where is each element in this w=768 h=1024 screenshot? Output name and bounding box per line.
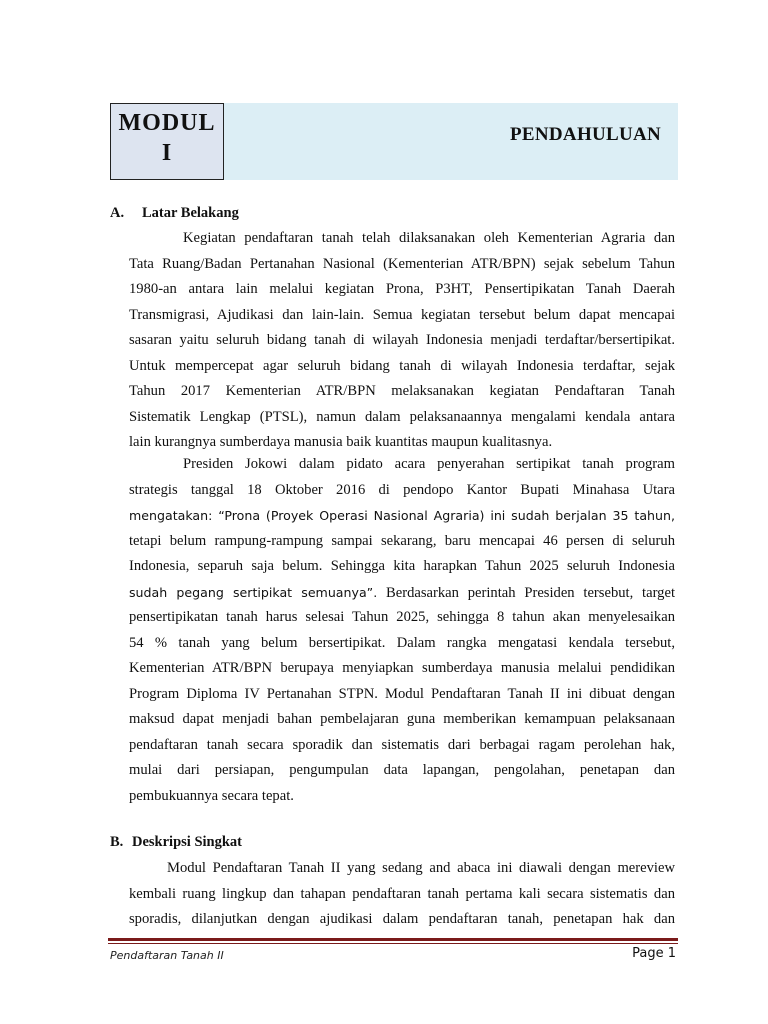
chapter-title: PENDAHULUAN (510, 124, 662, 145)
module-label: MODUL (118, 110, 216, 136)
text-line: 1980-an antara lain melalui kegiatan Prona, P3HT, Pensertipikatan Tanah Daerah (129, 281, 675, 297)
text-line: pendaftaran tanah secara sporadik dan sistematis dari berbagai ragam perolehan hak, (129, 736, 675, 753)
text-fragment: Berdasarkan perintah Presiden tersebut, target (377, 584, 675, 601)
text-line: Indonesia, separuh saja belum. Sehingga kita harapkan Tahun 2025 seluruh Indonesia (129, 558, 675, 574)
footer-document-title: Pendaftaran Tanah II (110, 949, 224, 962)
text-line (129, 580, 675, 606)
quote-line: mengatakan: “Prona (Proyek Operasi Nasional Agraria) ini sudah berjalan 35 tahun, (129, 508, 675, 523)
section-a-label: A. (110, 205, 125, 221)
footer-divider-thin (108, 943, 678, 944)
section-b-label: B. (110, 834, 124, 850)
text-line: Tahun 2017 Kementerian ATR/BPN melaksanakan kegiatan Pendaftaran Tanah (129, 383, 675, 399)
text-line: kembali ruang lingkup dan tahapan pendaftaran tanah pertama kali secara sistematis dan (129, 885, 675, 902)
text-line: mulai dari persiapan, pengumpulan data lapangan, pengolahan, penetapan dan (129, 762, 675, 778)
section-a-paragraph-2 (129, 452, 675, 809)
section-a-heading: Latar Belakang (142, 205, 239, 221)
text-line: lain kurangnya sumberdaya manusia baik kuantitas maupun kualitasnya. (129, 434, 553, 450)
text-line: sporadis, dilanjutkan dengan ajudikasi dalam pendaftaran tanah, penetapan hak dan (129, 911, 675, 927)
text-line: maksud dapat menjadi bahan pembelajaran guna memberikan kemampuan pelaksanaan (129, 711, 675, 727)
text-line: 54 % tanah yang belum bersertipikat. Dalam rangka mengatasi kendala tersebut, (129, 634, 675, 651)
text-line: Kementerian ATR/BPN berupaya menyiapkan sumberdaya manusia melalui pendidikan (129, 660, 675, 676)
module-number-box (110, 103, 224, 180)
section-b-paragraph-1 (129, 856, 675, 933)
text-line: Transmigrasi, Ajudikasi dan lain-lain. Semua kegiatan tersebut belum dapat mencapai (129, 306, 675, 323)
text-line: strategis tanggal 18 Oktober 2016 di pendopo Kantor Bupati Minahasa Utara (129, 481, 675, 498)
section-a-paragraph-1 (129, 226, 675, 456)
module-number: I (161, 140, 173, 166)
quote-end: sudah pegang sertipikat semuanya”. (129, 584, 378, 600)
page-number: Page 1 (632, 946, 676, 961)
text-line: Program Diploma IV Pertanahan STPN. Modul Pendaftaran Tanah II ini dibuat dengan (129, 685, 675, 702)
text-line: Untuk mempercepat agar seluruh bidang tanah di wilayah Indonesia terdaftar, sejak (129, 357, 675, 374)
section-b-heading: Deskripsi Singkat (132, 834, 242, 850)
text-line: Kegiatan pendaftaran tanah telah dilaksanakan oleh Kementerian Agraria dan (183, 230, 675, 246)
text-line: tetapi belum rampung-rampung sampai sekarang, baru mencapai 46 persen di seluruh (129, 532, 675, 549)
footer-divider (108, 938, 678, 941)
text-line: Sistematik Lengkap (PTSL), namun dalam pelaksanaannya mengalami kendala antara (129, 408, 675, 425)
text-line: pensertipikatan tanah harus selesai Tahun 2025, sehingga 8 tahun akan menyelesaikan (129, 609, 675, 625)
text-line: pembukuannya secara tepat. (129, 787, 294, 804)
text-line: Modul Pendaftaran Tanah II yang sedang and abaca ini diawali dengan mereview (167, 860, 675, 876)
text-line: Tata Ruang/Badan Pertanahan Nasional (Kementerian ATR/BPN) sejak sebelum Tahun (129, 255, 675, 272)
text-line: sasaran yaitu seluruh bidang tanah di wilayah Indonesia menjadi terdaftar/bersertipikat. (129, 332, 675, 348)
text-line: Presiden Jokowi dalam pidato acara penyerahan sertipikat tanah program (183, 456, 675, 472)
